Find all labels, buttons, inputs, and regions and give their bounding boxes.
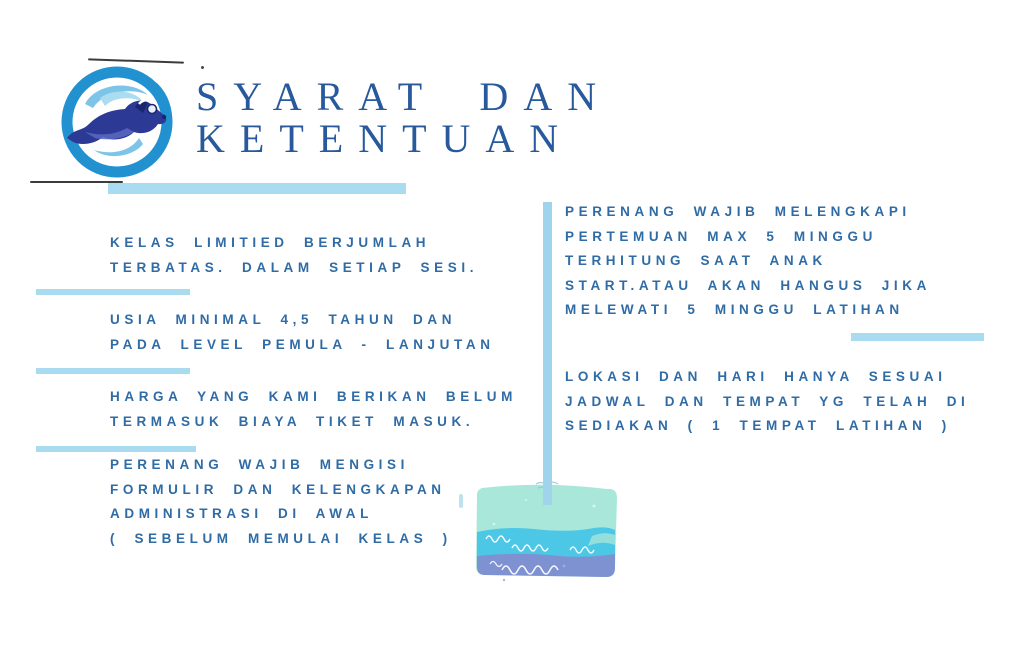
watercolor-speck [459,494,463,508]
term-item-1: KELAS LIMITIED BERJUMLAH TERBATAS. DALAM SETIAP SESI. [110,235,479,275]
dot-accent [201,66,204,69]
vertical-accent-bar [543,202,552,505]
term-item-6: LOKASI DAN HARI HANYA SESUAI JADWAL DAN TEMPAT YG TELAH DI SEDIAKAN ( 1 TEMPAT LATIHAN ) [565,369,970,434]
accent-bar-left-3 [36,446,196,452]
title-line-1: SYARAT DAN [196,74,612,119]
swim-club-dog-logo [55,60,179,184]
accent-bar-right [851,333,984,341]
title-underline-bar [108,183,406,194]
term-item-5: PERENANG WAJIB MELENGKAPI PERTEMUAN MAX 5 MINGGU TERHITUNG SAAT ANAK START.ATAU AKAN HANGUS JIKA MELEWATI 5 MINGGU LATIHAN [565,204,931,318]
term-item-2: USIA MINIMAL 4,5 TAHUN DAN PADA LEVEL PEMULA - LANJUTAN [110,312,495,352]
title-line-2: KETENTUAN [196,116,574,161]
accent-bar-left-2 [36,368,190,374]
term-item-4: PERENANG WAJIB MENGISI FORMULIR DAN KELENGKAPAN ADMINISTRASI DI AWAL ( SEBELUM MEMULAI KELAS ) [110,457,452,546]
page-title [196,76,611,160]
term-item-3: HARGA YANG KAMI BERIKAN BELUM TERMASUK BIAYA TIKET MASUK. [110,389,517,429]
accent-bar-left-1 [36,289,190,295]
